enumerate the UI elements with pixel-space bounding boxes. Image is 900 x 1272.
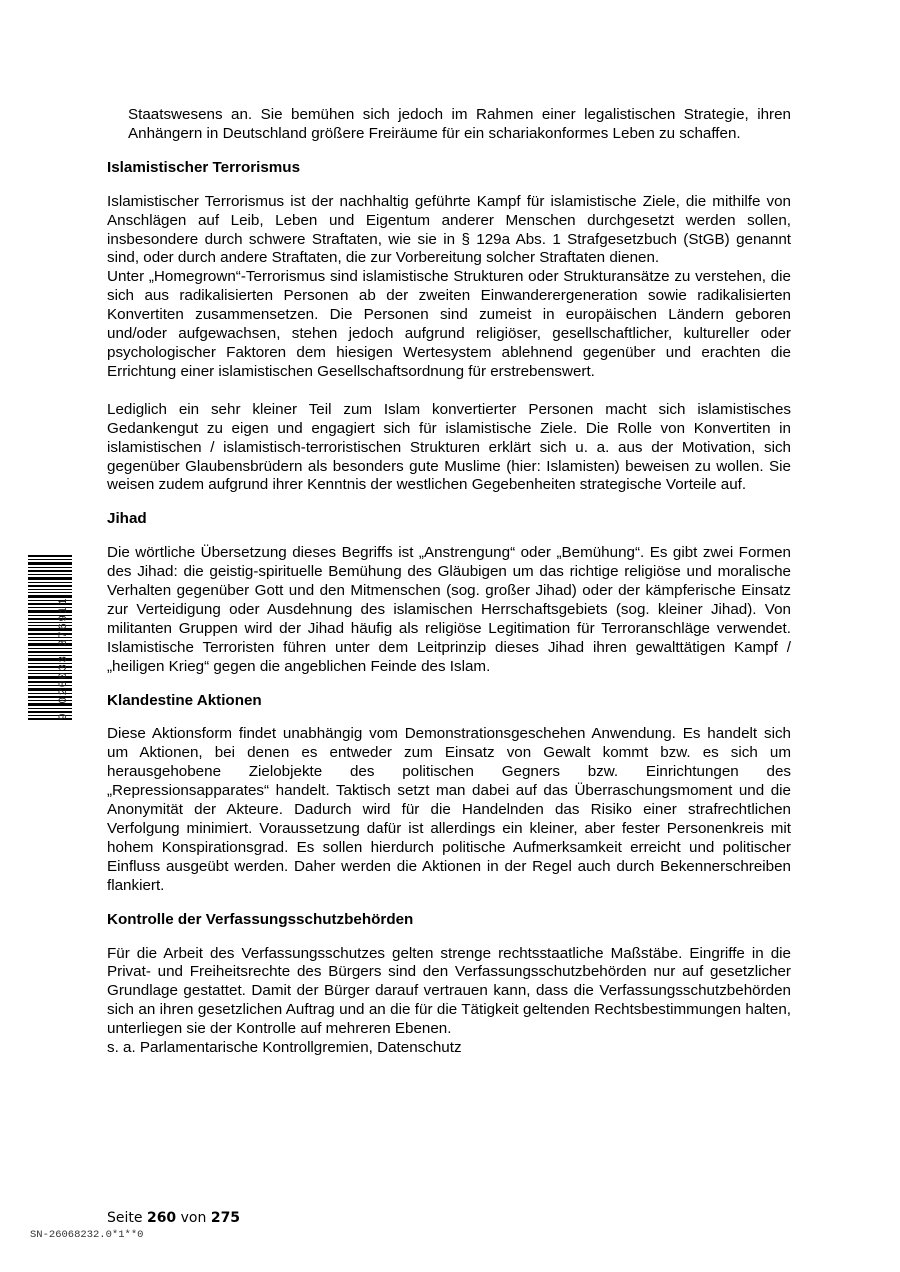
terrorismus-paragraph-1: Islamistischer Terrorismus ist der nachhaltig geführte Kampf für islamistische Ziele, die mithilfe von Anschlägen auf Leib, Leben und Eigentum anderer Menschen durchgesetzt werden sollen, insbesondere durch schwere Straftaten, wie sie in § 129a Abs. 1 Strafgesetzbuch (StGB) genannt sind, oder durch andere Straftaten, die zur Vorbereitung solcher Straftaten dienen. <box>107 192 791 267</box>
page-total: 275 <box>210 1210 241 1226</box>
kontrolle-paragraph: Für die Arbeit des Verfassungsschutzes gelten strenge rechtsstaatliche Maßstäbe. Eingriffe in die Privat- und Freiheitsrechte des Bürgers sind den Verfassungsschutzbehörden nur auf gesetzlicher Grundlage gestattet. Damit der Bürger darauf vertrauen kann, dass die Verfassungsschutzbehörden sich an ihren gesetzlichen Auftrag und an die für die Tätigkeit geltenden Rechtsbestimmungen halten, unterliegen sie der Kontrolle auf mehreren Ebenen. <box>107 944 791 1038</box>
document-body <box>107 106 791 1058</box>
page-current: 260 <box>146 1210 177 1226</box>
terrorismus-paragraph-3: Lediglich ein sehr kleiner Teil zum Islam konvertierter Personen macht sich islamistisches Gedankengut zu eigen und engagiert sich für islamistische Ziele. Die Rolle von Konvertiten in islamistischen / islamistisch-terroristischen Strukturen erklärt sich u. a. aus der Motivation, sich gegenüber Glaubensbrüdern als besonders gute Muslime (hier: Islamisten) beweisen zu wollen. Sie weisen zudem aufgrund ihrer Kenntnis der westlichen Gegebenheiten strategische Vorteile auf. <box>107 400 791 494</box>
heading-kontrolle: Kontrolle der Verfassungsschutzbehörden <box>107 910 414 928</box>
terrorismus-paragraph-2: Unter „Homegrown“-Terrorismus sind islamistische Strukturen oder Strukturansätze zu verstehen, die sich aus radikalisierten Personen ab der zweiten Einwanderergeneration sowie radikalisierten Konvertiten zusammensetzen. Die Personen sind zumeist in europäischen Ländern geboren und/oder aufgewachsen, stehen jedoch aufgrund religiöser, gesellschaftlicher, kultureller oder psychologischer Faktoren dem hiesigen Wertesystem ablehnend gegenüber und erachten die Errichtung einer islamistischen Gesellschaftsordnung für erstrebenswert. <box>107 268 791 380</box>
heading-islamistischer-terrorismus: Islamistischer Terrorismus <box>107 158 301 176</box>
heading-jihad: Jihad <box>107 510 147 528</box>
kontrolle-reference: s. a. Parlamentarische Kontrollgremien, Datenschutz <box>107 1039 462 1057</box>
jihad-paragraph: Die wörtliche Übersetzung dieses Begriffs ist „Anstrengung“ oder „Bemühung“. Es gibt zwei Formen des Jihad: die geistig-spirituelle Bemühung des Gläubigen um das richtige religiöse und moralische Verhalten gegenüber Gott und den Mitmenschen (sog. großer Jihad) oder der kämpferische Einsatz zur Verteidigung oder Ausdehnung des islamischen Herrschaftsgebiets (sog. kleiner Jihad). Von militanten Gruppen wird der Jihad häufig als religiöse Legitimation für Terroranschläge verwendet. Islamistische Terroristen führen unter dem Leitprinzip dieses Jihad ihren gewalttätigen Kampf / „heiligen Krieg“ gegen die angeblichen Feinde des Islam. <box>107 544 791 675</box>
intro-paragraph: Staatswesens an. Sie bemühen sich jedoch im Rahmen einer legalistischen Strategie, ihren Anhängern in Deutschland größere Freiräume für ein schariakonformes Leben zu schaffen. <box>128 106 791 142</box>
document-code: SN-26068232.0*1**0 <box>30 1229 144 1241</box>
page-footer <box>107 1210 240 1226</box>
barcode-digits: 9 020033 376911 <box>58 596 70 720</box>
heading-klandestine-aktionen: Klandestine Aktionen <box>107 691 262 709</box>
klandestine-paragraph: Diese Aktionsform findet unabhängig vom Demonstrationsgeschehen Anwendung. Es handelt sich um Aktionen, bei denen es entweder zum Einsatz von Gewalt kommt bzw. es sich um herausgehobene Zielobjekte des politischen Gegners bzw. Einrichtungen des „Repressionsapparates“ handelt. Taktisch setzt man dabei auf das Überraschungsmoment und die Anonymität der Akteure. Dadurch wird für die Handelnden das Risiko einer strafrechtlichen Verfolgung minimiert. Voraussetzung dafür ist allerdings ein kleiner, aber fester Personenkreis mit hohem Konspirationsgrad. Es sollen hierdurch politische Aufmerksamkeit erreicht und politischer Einfluss ausgeübt werden. Daher werden die Aktionen in der Regel auch durch Bekennerschreiben flankiert. <box>107 725 791 894</box>
page-prefix: Seite <box>107 1210 143 1226</box>
page-mid: von <box>180 1210 207 1226</box>
